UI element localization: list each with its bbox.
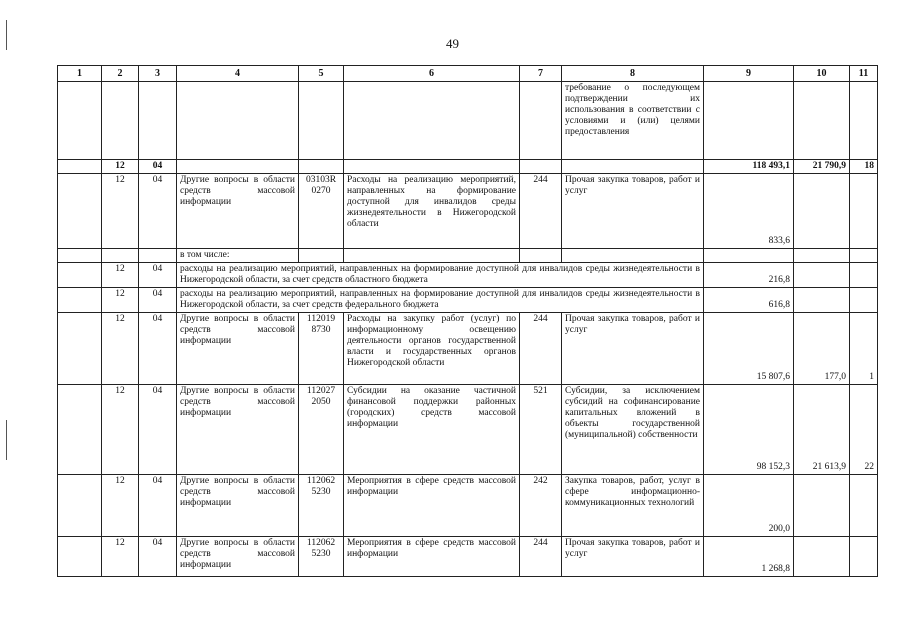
cell-col-1 <box>58 385 102 475</box>
cell-expense-name: Расходы на закупку работ (услуг) по информационному освещению деятельности органов государственной власти и государственных органов Нижегородской области <box>344 313 520 385</box>
cell-expense-code: 244 <box>520 537 562 577</box>
cell-col-8 <box>562 249 704 263</box>
cell-col-1 <box>58 82 102 160</box>
cell-col-7 <box>520 82 562 160</box>
cell-col-5 <box>299 160 344 174</box>
column-header-2: 2 <box>102 66 139 82</box>
cell-section-name: Другие вопросы в области средств массовой информации <box>177 537 299 577</box>
cell-amount: 15 807,6 <box>704 313 794 385</box>
cell-col-4 <box>177 160 299 174</box>
cell-subsection: 04 <box>139 160 177 174</box>
cell-subsection: 04 <box>139 263 177 288</box>
cell-col-10 <box>794 82 850 160</box>
column-header-11: 11 <box>850 66 878 82</box>
cell-col-6 <box>344 249 520 263</box>
cell-target-code: 03103R 0270 <box>299 174 344 249</box>
cell-subsection: 04 <box>139 288 177 313</box>
cell-amount-2: 21 613,9 <box>794 385 850 475</box>
cell-target-code: 112062 5230 <box>299 537 344 577</box>
cell-section: 12 <box>102 313 139 385</box>
cell-amount: 216,8 <box>704 263 794 288</box>
cell-section: 12 <box>102 537 139 577</box>
column-header-6: 6 <box>344 66 520 82</box>
cell-col-1 <box>58 313 102 385</box>
column-header-10: 10 <box>794 66 850 82</box>
column-header-1: 1 <box>58 66 102 82</box>
page-number: 49 <box>446 36 459 51</box>
cell-amount: 616,8 <box>704 288 794 313</box>
header-row <box>58 66 878 82</box>
cell-description: расходы на реализацию мероприятий, направленных на формирование доступной для инвалидов среды жизнедеятельности в Нижегородской области, за счет средств областного бюджета <box>177 263 704 288</box>
cell-col-1 <box>58 263 102 288</box>
cell-col-9 <box>704 249 794 263</box>
cell-amount: 98 152,3 <box>704 385 794 475</box>
cell-target-code: 112062 5230 <box>299 475 344 537</box>
cell-col-10 <box>794 288 850 313</box>
cell-col-7 <box>520 160 562 174</box>
cell-amount: 118 493,1 <box>704 160 794 174</box>
cell-expense-type: Прочая закупка товаров, работ и услуг <box>562 174 704 249</box>
cell-section: 12 <box>102 263 139 288</box>
cell-subsection: 04 <box>139 385 177 475</box>
cell-col-11: 18 <box>850 160 878 174</box>
cell-section: 12 <box>102 174 139 249</box>
cell-col-11 <box>850 537 878 577</box>
cell-col-1 <box>58 537 102 577</box>
cell-section-name: Другие вопросы в области средств массовой информации <box>177 475 299 537</box>
table-row <box>58 288 878 313</box>
cell-note: в том числе: <box>177 249 299 263</box>
cell-subsection: 04 <box>139 174 177 249</box>
cell-section-name: Другие вопросы в области средств массовой информации <box>177 385 299 475</box>
cell-col-7 <box>520 249 562 263</box>
cell-section: 12 <box>102 475 139 537</box>
cell-amount: 833,6 <box>704 174 794 249</box>
cell-col-11 <box>850 263 878 288</box>
cell-expense-code: 244 <box>520 313 562 385</box>
cell-amount: 1 268,8 <box>704 537 794 577</box>
cell-col-2 <box>102 249 139 263</box>
table-row <box>58 385 878 475</box>
cell-col-11 <box>850 82 878 160</box>
table-body <box>58 82 878 577</box>
cell-col-5 <box>299 82 344 160</box>
cell-section: 12 <box>102 160 139 174</box>
column-header-5: 5 <box>299 66 344 82</box>
cell-description: расходы на реализацию мероприятий, направленных на формирование доступной для инвалидов среды жизнедеятельности в Нижегородской области, за счет средств федерального бюджета <box>177 288 704 313</box>
cell-expense-name: Мероприятия в сфере средств массовой информации <box>344 475 520 537</box>
cell-expense-type: требование о последующем подтверждении их использования в соответствии с условиями и (или) целями предоставления <box>562 82 704 160</box>
cell-expense-type: Прочая закупка товаров, работ и услуг <box>562 537 704 577</box>
cell-amount-2: 21 790,9 <box>794 160 850 174</box>
margin-mark-bottom <box>6 420 7 460</box>
cell-amount-2 <box>794 537 850 577</box>
cell-expense-name: Субсидии на оказание частичной финансовой поддержки районных (городских) средств массовой информации <box>344 385 520 475</box>
table-row <box>58 313 878 385</box>
cell-col-5 <box>299 249 344 263</box>
cell-col-3 <box>139 249 177 263</box>
cell-amount-2 <box>794 174 850 249</box>
cell-expense-type: Прочая закупка товаров, работ и услуг <box>562 313 704 385</box>
cell-col-11 <box>850 288 878 313</box>
column-header-3: 3 <box>139 66 177 82</box>
cell-col-6 <box>344 160 520 174</box>
table-row <box>58 537 878 577</box>
table-row <box>58 249 878 263</box>
table-row <box>58 174 878 249</box>
cell-col-1 <box>58 249 102 263</box>
cell-subsection: 04 <box>139 537 177 577</box>
cell-expense-code: 521 <box>520 385 562 475</box>
cell-expense-type: Закупка товаров, работ, услуг в сфере информационно-коммуникационных технологий <box>562 475 704 537</box>
cell-subsection: 04 <box>139 475 177 537</box>
cell-col-10 <box>794 263 850 288</box>
cell-section: 12 <box>102 385 139 475</box>
cell-expense-code: 242 <box>520 475 562 537</box>
cell-col-8 <box>562 160 704 174</box>
cell-amount: 200,0 <box>704 475 794 537</box>
cell-section-name: Другие вопросы в области средств массовой информации <box>177 174 299 249</box>
cell-target-code: 112027 2050 <box>299 385 344 475</box>
cell-expense-name: Расходы на реализацию мероприятий, направленных на формирование доступной для инвалидов среды жизнедеятельности в Нижегородской области <box>344 174 520 249</box>
cell-col-1 <box>58 174 102 249</box>
cell-col-11 <box>850 174 878 249</box>
cell-col-6 <box>344 82 520 160</box>
margin-mark-top <box>6 20 7 50</box>
cell-col-4 <box>177 82 299 160</box>
column-header-4: 4 <box>177 66 299 82</box>
cell-col-11 <box>850 475 878 537</box>
cell-col-11 <box>850 249 878 263</box>
cell-col-1 <box>58 288 102 313</box>
cell-col-11: 1 <box>850 313 878 385</box>
cell-col-3 <box>139 82 177 160</box>
cell-section: 12 <box>102 288 139 313</box>
table-row <box>58 82 878 160</box>
cell-amount-2 <box>794 475 850 537</box>
cell-expense-code: 244 <box>520 174 562 249</box>
cell-amount-2: 177,0 <box>794 313 850 385</box>
column-header-8: 8 <box>562 66 704 82</box>
table-row <box>58 263 878 288</box>
cell-col-10 <box>794 249 850 263</box>
cell-col-9 <box>704 82 794 160</box>
budget-table <box>57 65 878 577</box>
cell-col-11: 22 <box>850 385 878 475</box>
column-header-7: 7 <box>520 66 562 82</box>
cell-section-name: Другие вопросы в области средств массовой информации <box>177 313 299 385</box>
cell-expense-type: Субсидии, за исключением субсидий на софинансирование капитальных вложений в объекты государственной (муниципальной) собственности <box>562 385 704 475</box>
cell-target-code: 112019 8730 <box>299 313 344 385</box>
cell-expense-name: Мероприятия в сфере средств массовой информации <box>344 537 520 577</box>
table-row <box>58 475 878 537</box>
cell-col-1 <box>58 160 102 174</box>
cell-subsection: 04 <box>139 313 177 385</box>
cell-col-1 <box>58 475 102 537</box>
table-row <box>58 160 878 174</box>
column-header-9: 9 <box>704 66 794 82</box>
cell-col-2 <box>102 82 139 160</box>
